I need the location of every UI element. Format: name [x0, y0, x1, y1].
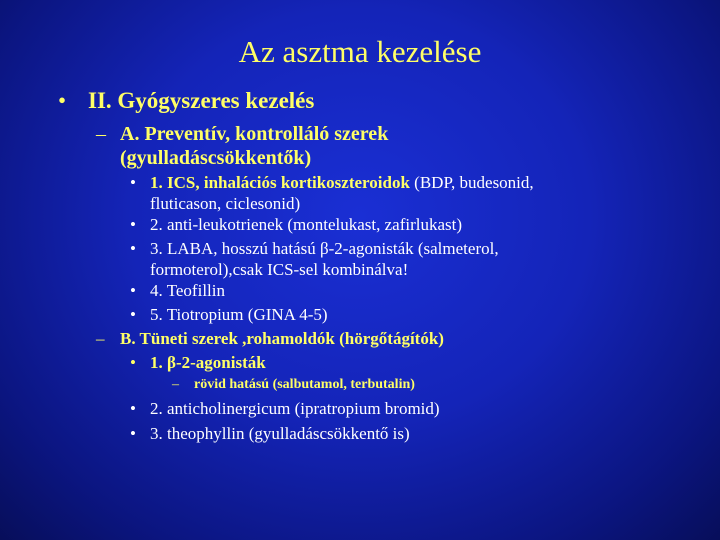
section-a-line1: A. Preventív, kontrolláló szerek: [120, 123, 389, 145]
list-item: [130, 398, 440, 419]
list-item: [130, 423, 410, 444]
bullet-level1: [58, 86, 314, 116]
item-b2-text: 2. anticholinergicum (ipratropium bromid): [150, 399, 440, 418]
bullet-dash-icon: –: [96, 123, 106, 145]
item-a1-rest: (BDP, budesonid,: [409, 173, 534, 192]
list-item: [130, 172, 534, 214]
item-b3-text: 3. theophyllin (gyulladáscsökkentő is): [150, 424, 410, 443]
item-a1-line2: fluticason, ciclesonid): [150, 194, 301, 213]
sub-item-text: rövid hatású (salbutamol, terbutalin): [194, 377, 415, 392]
bullet-dot-icon: •: [130, 239, 136, 258]
bullet-dash-icon: –: [172, 377, 179, 392]
item-a4-text: 4. Teofillin: [150, 281, 225, 300]
list-item: [130, 304, 328, 325]
list-item: [130, 214, 462, 235]
slide-title: Az asztma kezelése: [238, 34, 482, 69]
bullet-dot-icon: •: [130, 215, 136, 234]
list-item: [130, 280, 225, 301]
bullet-dot-icon: •: [58, 88, 67, 113]
bullet-dot-icon: •: [130, 424, 136, 443]
bullet-dash-icon: –: [96, 329, 105, 348]
sub-item: [172, 376, 415, 394]
bullet-dot-icon: •: [130, 399, 136, 418]
item-a1-bold: 1. ICS, inhalációs kortikoszteroidok: [150, 173, 410, 192]
list-item: [130, 352, 266, 373]
section-a: [96, 122, 388, 170]
item-b1-text: 1. β-2-agonisták: [150, 353, 266, 372]
bullet-dot-icon: •: [130, 353, 136, 372]
section-b: [96, 328, 444, 350]
item-a5-text: 5. Tiotropium (GINA 4-5): [150, 305, 328, 324]
item-a2-text: 2. anti-leukotrienek (montelukast, zafirlukast): [150, 215, 463, 234]
section-b-text: B. Tüneti szerek ,rohamoldók (hörgőtágítók): [120, 329, 444, 348]
item-a3-line2: formoterol),csak ICS-sel kombinálva!: [150, 260, 409, 279]
bullet-dot-icon: •: [130, 281, 136, 300]
section-a-line2: (gyulladáscsökkentők): [120, 147, 312, 169]
item-a3-text: 3. LABA, hosszú hatású β-2-agonisták (salmeterol,: [150, 239, 499, 258]
bullet-dot-icon: •: [130, 305, 136, 324]
list-item: [130, 238, 499, 280]
bullet-dot-icon: •: [130, 173, 136, 192]
level1-text: II. Gyógyszeres kezelés: [88, 88, 315, 113]
